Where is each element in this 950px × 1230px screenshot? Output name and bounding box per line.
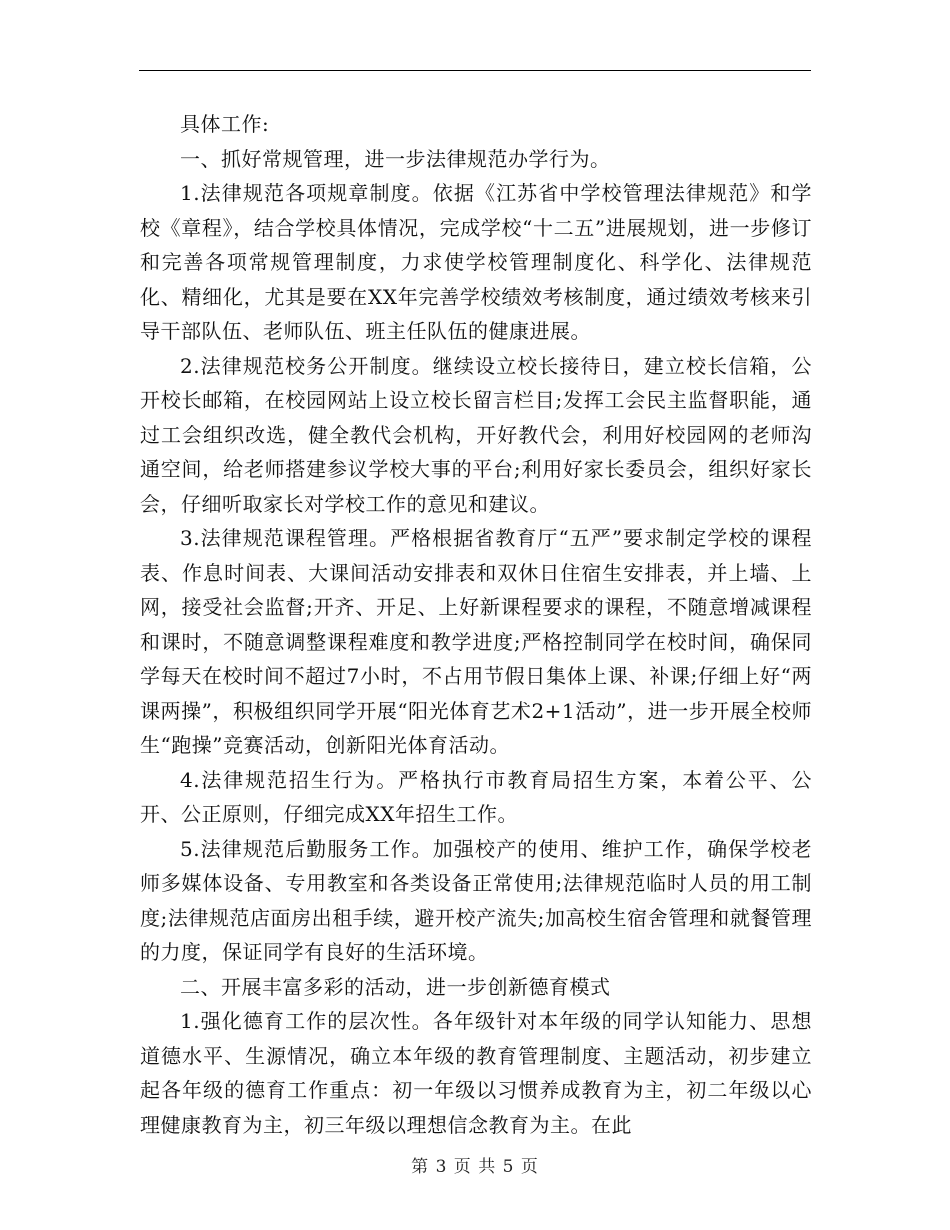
- document-body: [140, 107, 812, 1142]
- paragraph-item-2-1: 1.强化德育工作的层次性。各年级针对本年级的同学认知能力、思想道德水平、生源情况，确立本年级的教育管理制度、主题活动，初步建立起各年级的德育工作重点：初一年级以习惯养成教育为主，初二年级以心理健康教育为主，初三年级以理想信念教育为主。在此: [140, 1009, 812, 1137]
- paragraph-item-1-5: 5.法律规范后勤服务工作。加强校产的使用、维护工作，确保学校老师多媒体设备、专用教室和各类设备正常使用;法律规范临时人员的用工制度;法律规范店面房出租手续，避开校产流失;加高校生宿舍管理和就餐管理的力度，保证同学有良好的生活环境。: [140, 836, 812, 964]
- paragraph-intro: 具体工作:: [180, 112, 270, 136]
- page-footer: 第 3 页 共 5 页: [411, 1157, 539, 1177]
- paragraph-item-1-3: 3.法律规范课程管理。严格根据省教育厅“五严”要求制定学校的课程表、作息时间表、大课间活动安排表和双休日住宿生安排表，并上墙、上网，接受社会监督;开齐、开足、上好新课程要求的课程，不随意增减课程和课时，不随意调整课程难度和教学进度;严格控制同学在校时间，确保同学每天在校时间不超过7小时，不占用节假日集体上课、补课;仔细上好“两课两操”，积极组织同学开展“阳光体育艺术2+1活动”，进一步开展全校师生“跑操”竞赛活动，创新阳光体育活动。: [140, 526, 812, 757]
- paragraph-item-1-4: 4.法律规范招生行为。严格执行市教育局招生方案，本着公平、公开、公正原则，仔细完成XX年招生工作。: [140, 767, 812, 826]
- paragraph-item-1-2: 2.法律规范校务公开制度。继续设立校长接待日，建立校长信箱，公开校长邮箱，在校园网站上设立校长留言栏目;发挥工会民主监督职能，通过工会组织改选，健全教代会机构，开好教代会，利用好校园网的老师沟通空间，给老师搭建参议学校大事的平台;利用好家长委员会，组织好家长会，仔细听取家长对学校工作的意见和建议。: [140, 353, 812, 516]
- header-rule: [139, 70, 811, 71]
- paragraph-item-1-1: 1.法律规范各项规章制度。依据《江苏省中学校管理法律规范》和学校《章程》，结合学校具体情况，完成学校“十二五”进展规划，进一步修订和完善各项常规管理制度，力求使学校管理制度化、科学化、法律规范化、精细化，尤其是要在XX年完善学校绩效考核制度，通过绩效考核来引导干部队伍、老师队伍、班主任队伍的健康进展。: [140, 181, 812, 343]
- heading-section-2: 二、开展丰富多彩的活动，进一步创新德育模式: [180, 974, 611, 999]
- heading-section-1: 一、抓好常规管理，进一步法律规范办学行为。: [180, 146, 611, 171]
